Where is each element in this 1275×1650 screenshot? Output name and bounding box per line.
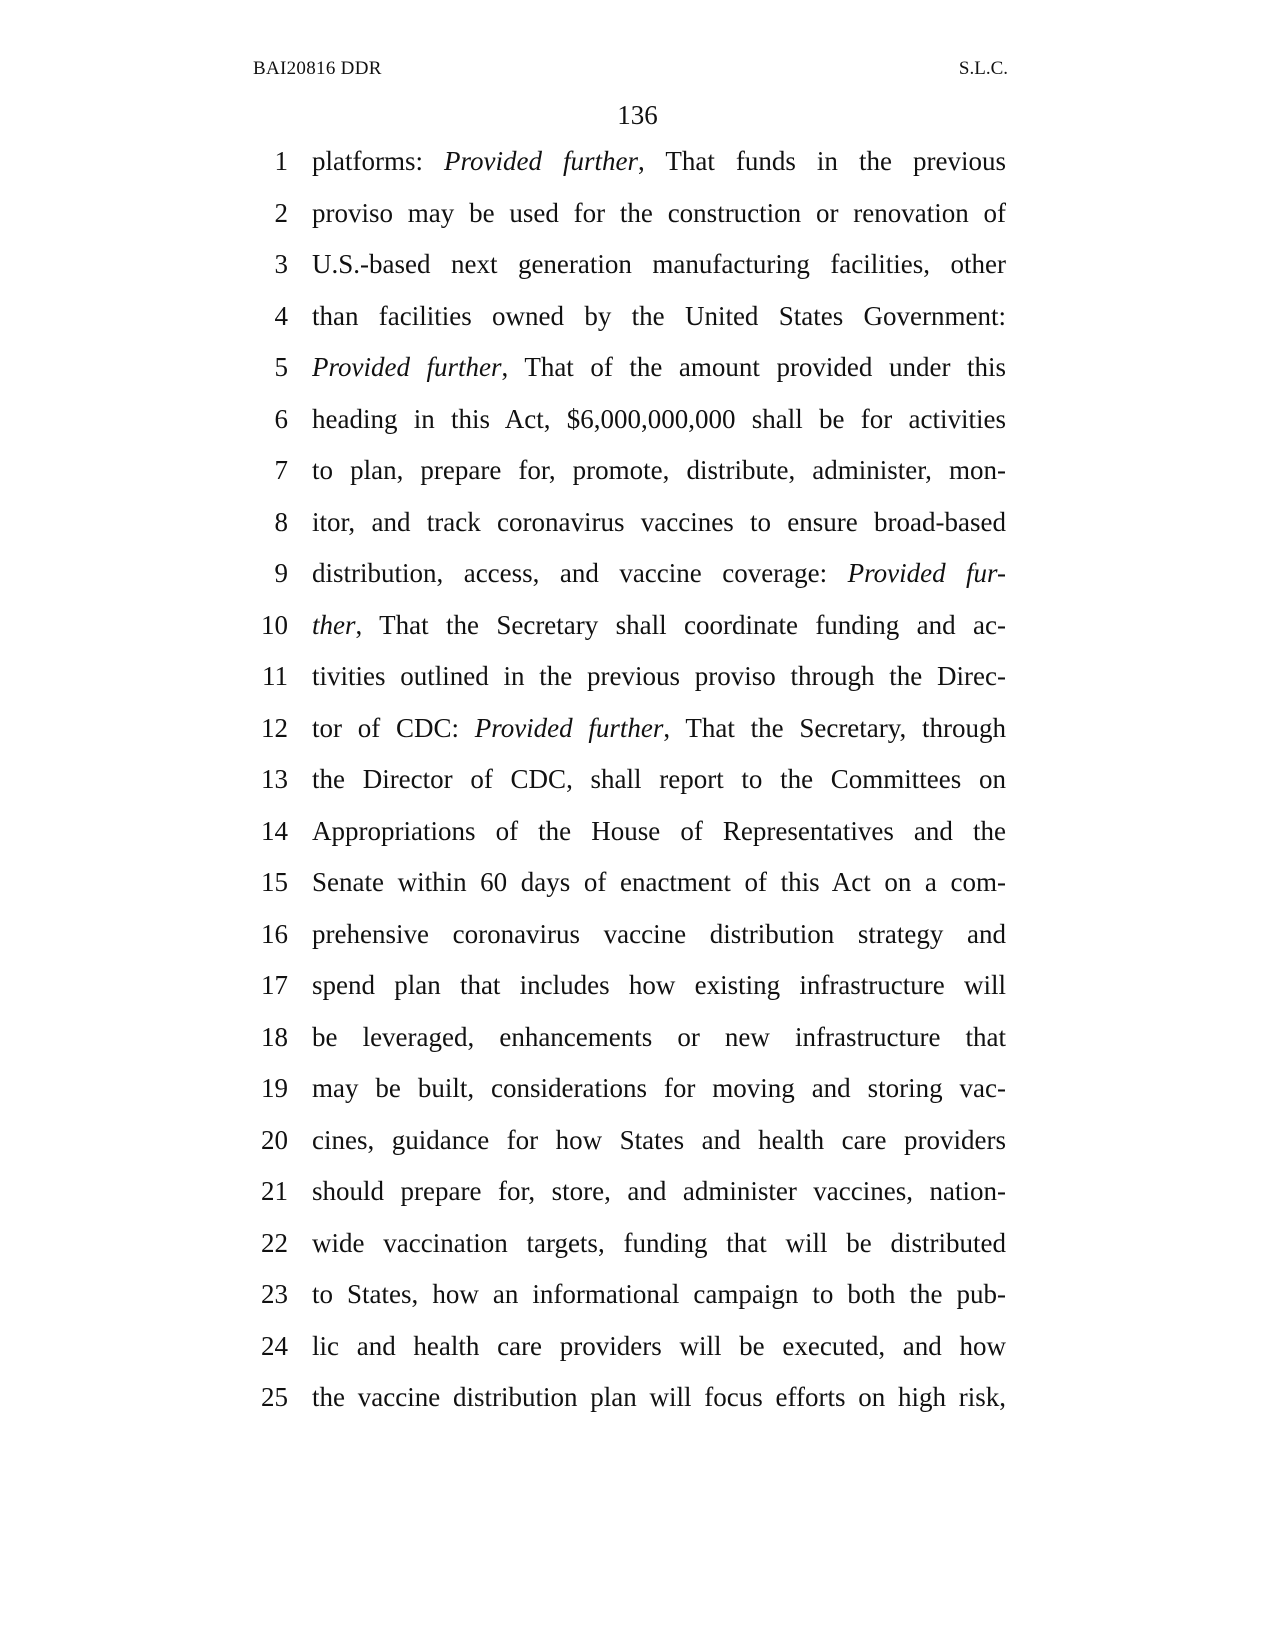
line-text: [312, 759, 1006, 799]
text-segment: tivities outlined in the previous proviso through the Direc-: [312, 661, 1006, 691]
text-segment: the Director of CDC, shall report to the Committees on: [312, 764, 1006, 794]
line-number: 4: [274, 300, 288, 331]
line-number: 7: [274, 455, 288, 485]
line-number: 20: [261, 1124, 288, 1155]
line-text: [312, 1223, 1006, 1263]
italic-text-segment: Provided fur-: [847, 558, 1006, 588]
text-line: [0, 656, 1275, 696]
text-line: [0, 296, 1275, 336]
line-text: [312, 1171, 1006, 1211]
text-segment: wide vaccination targets, funding that will be distributed: [312, 1227, 1006, 1258]
line-text: [312, 656, 1006, 696]
text-line: [0, 1274, 1275, 1314]
line-text: [312, 1120, 1006, 1160]
line-text: [312, 553, 1006, 593]
text-line: [0, 193, 1275, 233]
document-id-header: BAI20816 DDR: [253, 58, 382, 79]
line-number: 19: [261, 1073, 288, 1103]
text-line: [0, 141, 1275, 181]
text-line: [0, 811, 1275, 851]
italic-text-segment: Provided further: [312, 352, 502, 382]
text-segment: to plan, prepare for, promote, distribute, administer, mon-: [312, 455, 1006, 485]
text-line: [0, 399, 1275, 439]
text-segment: platforms:: [312, 146, 445, 176]
line-text: [312, 399, 1006, 439]
line-text: [312, 1017, 1006, 1057]
text-line: [0, 759, 1275, 799]
line-number: 9: [274, 558, 288, 588]
text-line: [0, 862, 1275, 902]
line-number: 17: [261, 970, 288, 1000]
line-text: [312, 347, 1006, 387]
text-segment: prehensive coronavirus vaccine distribution strategy and: [312, 918, 1006, 949]
text-segment: the vaccine distribution plan will focus efforts on high risk,: [312, 1382, 1006, 1412]
line-text: [312, 708, 1006, 748]
line-number: 16: [261, 918, 288, 949]
text-segment: itor, and track coronavirus vaccines to ensure broad-based: [312, 506, 1006, 537]
line-text: [312, 141, 1006, 181]
line-number: 2: [274, 197, 288, 228]
line-text: [312, 1068, 1006, 1108]
line-text: [312, 965, 1006, 1005]
text-segment: , That the Secretary shall coordinate funding and ac-: [355, 609, 1006, 640]
italic-text-segment: ther: [312, 609, 356, 640]
text-segment: heading in this Act, $6,000,000,000 shall be for activities: [312, 403, 1006, 434]
text-line: [0, 1171, 1275, 1211]
line-number: 6: [274, 403, 288, 434]
text-line: [0, 708, 1275, 748]
text-line: [0, 553, 1275, 593]
text-line: [0, 605, 1275, 645]
text-segment: tor of CDC:: [312, 712, 475, 743]
text-segment: to States, how an informational campaign to both the pub-: [312, 1279, 1006, 1309]
text-segment: cines, guidance for how States and health care providers: [312, 1124, 1006, 1155]
text-line: [0, 965, 1275, 1005]
text-line: [0, 1017, 1275, 1057]
line-number: 8: [274, 506, 288, 537]
line-text: [312, 296, 1006, 336]
text-segment: , That funds in the previous: [638, 146, 1006, 176]
text-segment: proviso may be used for the construction or renovation of: [312, 197, 1006, 228]
text-line: [0, 450, 1275, 490]
line-text: [312, 1377, 1006, 1417]
line-number: 15: [261, 867, 288, 897]
text-line: [0, 244, 1275, 284]
line-text: [312, 914, 1006, 954]
text-line: [0, 1068, 1275, 1108]
text-line: [0, 347, 1275, 387]
line-text: [312, 450, 1006, 490]
line-number: 21: [261, 1176, 288, 1206]
text-segment: should prepare for, store, and administer vaccines, nation-: [312, 1176, 1006, 1206]
line-text: [312, 1274, 1006, 1314]
text-segment: spend plan that includes how existing infrastructure will: [312, 970, 1006, 1000]
line-text: [312, 193, 1006, 233]
document-code-header: S.L.C.: [958, 58, 1008, 79]
text-line: [0, 1377, 1275, 1417]
italic-text-segment: Provided further: [444, 146, 639, 176]
line-text: [312, 502, 1006, 542]
text-segment: than facilities owned by the United States Government:: [312, 300, 1006, 331]
text-line: [0, 502, 1275, 542]
text-segment: may be built, considerations for moving and storing vac-: [312, 1073, 1006, 1103]
line-text: [312, 1326, 1006, 1366]
text-line: [0, 1120, 1275, 1160]
line-number: 23: [261, 1279, 288, 1309]
line-number: 18: [261, 1021, 288, 1052]
line-number: 22: [261, 1227, 288, 1258]
text-segment: distribution, access, and vaccine coverage:: [312, 558, 848, 588]
line-number: 10: [261, 609, 288, 640]
line-text: [312, 811, 1006, 851]
line-number: 3: [274, 249, 288, 279]
text-segment: lic and health care providers will be executed, and how: [312, 1330, 1006, 1361]
line-text: [312, 244, 1006, 284]
line-number: 14: [261, 815, 288, 846]
text-segment: Senate within 60 days of enactment of this Act on a com-: [312, 867, 1006, 897]
italic-text-segment: Provided further: [474, 712, 664, 743]
line-text: [312, 605, 1006, 645]
page-number: 136: [617, 100, 658, 130]
text-segment: U.S.-based next generation manufacturing facilities, other: [312, 249, 1006, 279]
line-number: 11: [262, 661, 288, 691]
text-segment: , That the Secretary, through: [663, 712, 1006, 743]
line-number: 25: [261, 1382, 288, 1412]
line-number: 5: [274, 352, 288, 382]
text-segment: , That of the amount provided under this: [501, 352, 1006, 382]
text-segment: Appropriations of the House of Representatives and the: [312, 815, 1006, 846]
line-number: 1: [274, 146, 288, 176]
line-number: 12: [261, 712, 288, 743]
text-line: [0, 1326, 1275, 1366]
line-text: [312, 862, 1006, 902]
text-line: [0, 914, 1275, 954]
text-segment: be leveraged, enhancements or new infrastructure that: [312, 1021, 1006, 1052]
line-number: 24: [261, 1330, 288, 1361]
text-line: [0, 1223, 1275, 1263]
line-number: 13: [261, 764, 288, 794]
